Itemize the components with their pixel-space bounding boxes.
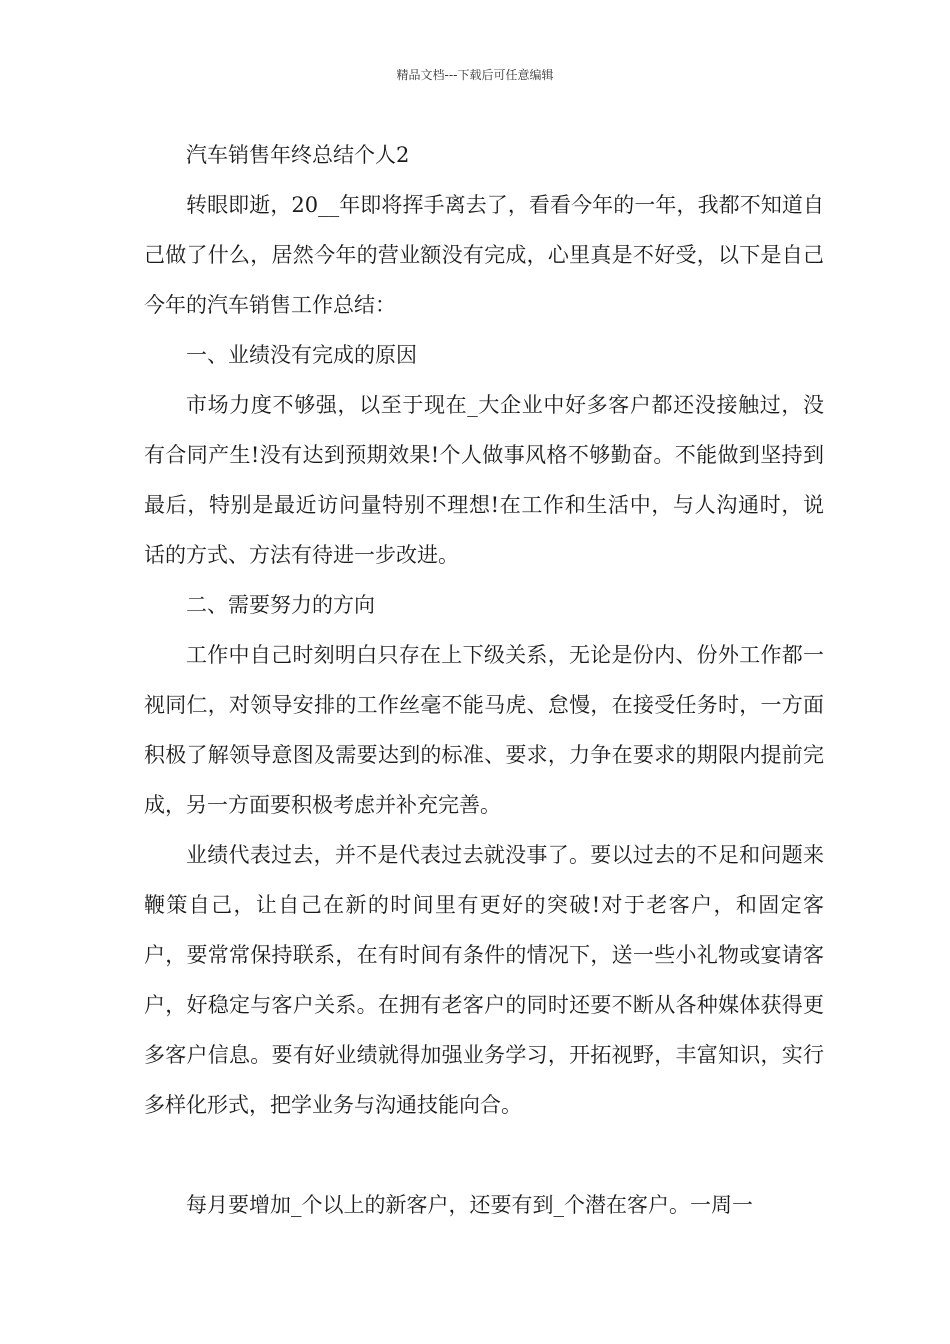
paragraph-intro: 转眼即逝，20__年即将挥手离去了，看看今年的一年，我都不知道自己做了什么，居然今年的营业额没有完成，心里真是不好受，以下是自己今年的汽车销售工作总结：: [144, 193, 824, 317]
paragraph-spacer: [144, 1130, 824, 1180]
document-body: [144, 130, 824, 1230]
page-header: 精品文档---下载后可任意编辑: [396, 68, 554, 82]
paragraph-reasons: 市场力度不够强，以至于现在_大企业中好多客户都还没接触过，没有合同产生!没有达到预期效果!个人做事风格不够勤奋。不能做到坚持到最后，特别是最近访问量特别不理想!在工作和生活中，与人沟通时，说话的方式、方法有待进一步改进。: [144, 393, 824, 567]
paragraph-direction: 工作中自己时刻明白只存在上下级关系，无论是份内、份外工作都一视同仁，对领导安排的工作丝毫不能马虎、怠慢，在接受任务时，一方面积极了解领导意图及需要达到的标准、要求，力争在要求的期限内提前完成，另一方面要积极考虑并补充完善。: [144, 643, 824, 817]
document-title: 汽车销售年终总结个人2: [186, 143, 410, 167]
section-heading-direction: 二、需要努力的方向: [186, 593, 375, 617]
paragraph-performance: 业绩代表过去，并不是代表过去就没事了。要以过去的不足和问题来鞭策自己，让自己在新的时间里有更好的突破!对于老客户，和固定客户，要常常保持联系，在有时间有条件的情况下，送一些小礼物或宴请客户，好稳定与客户关系。在拥有老客户的同时还要不断从各种媒体获得更多客户信息。要有好业绩就得加强业务学习，开拓视野，丰富知识，实行多样化形式，把学业务与沟通技能向合。: [144, 843, 824, 1117]
paragraph-monthly-goal: 每月要增加_个以上的新客户，还要有到_个潜在客户。一周一: [186, 1193, 753, 1217]
section-heading-reasons: 一、业绩没有完成的原因: [186, 343, 417, 367]
